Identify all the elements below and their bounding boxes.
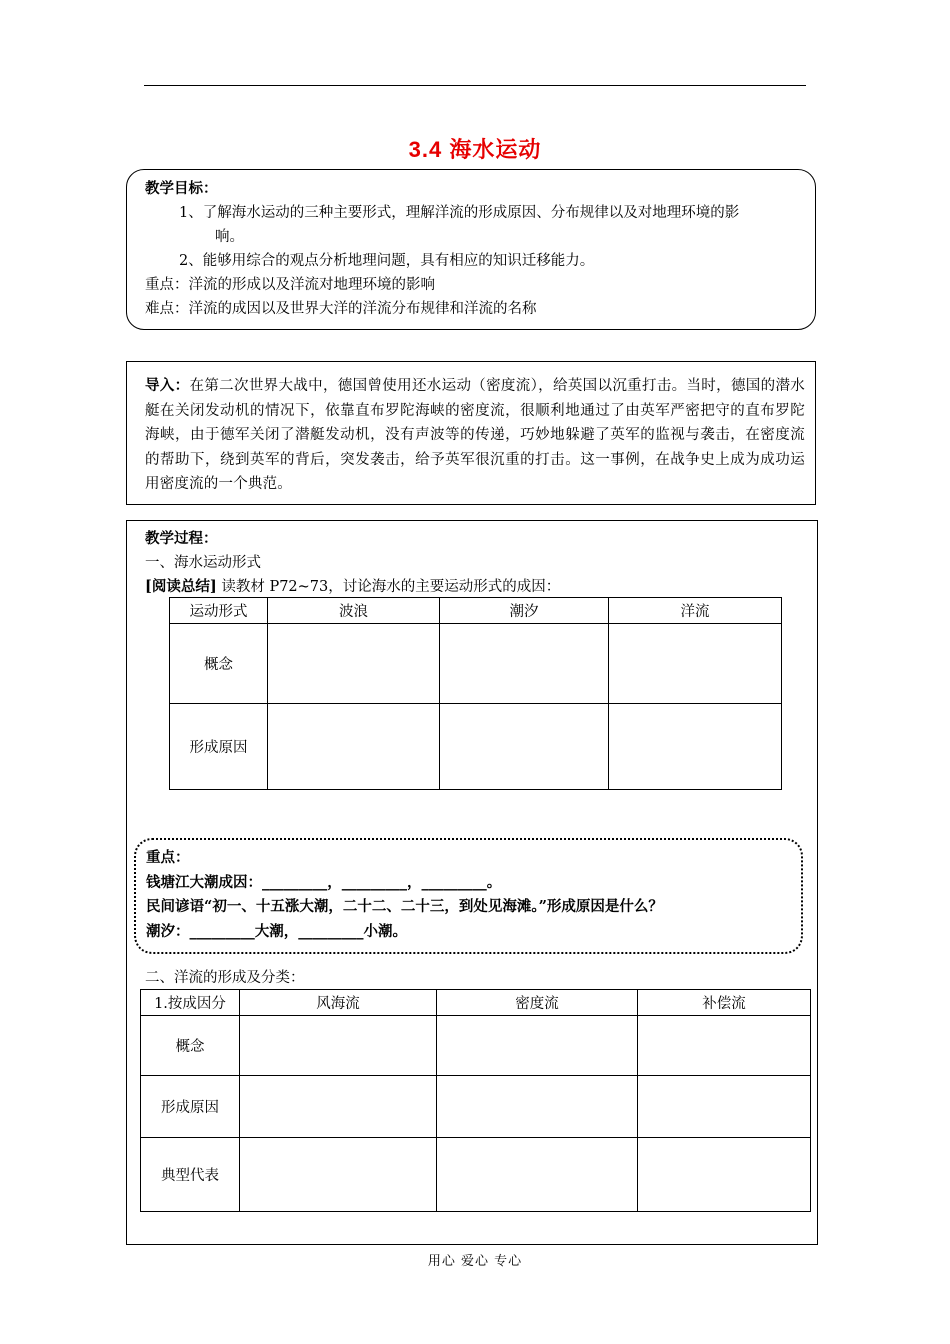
key-point: 重点：洋流的形成以及洋流对地理环境的影响 <box>145 277 435 293</box>
table1-header: 潮汐 <box>440 598 609 624</box>
table2-header: 风海流 <box>240 990 437 1016</box>
keybox-line-3: 潮汐：_________大潮，_________小潮。 <box>146 922 407 940</box>
table1-cell[interactable] <box>268 624 440 704</box>
table1-cell[interactable] <box>440 624 609 704</box>
table2-cell[interactable] <box>437 1076 638 1138</box>
objective-1-cont: 响。 <box>215 229 244 245</box>
intro-box <box>126 361 816 505</box>
keybox-line-1: 钱塘江大潮成因：_________，_________，_________。 <box>146 873 502 891</box>
table1-header: 洋流 <box>609 598 782 624</box>
section-1-title: 一、海水运动形式 <box>145 555 261 571</box>
table2-row-label: 形成原因 <box>141 1076 240 1138</box>
table2-cell[interactable] <box>638 1138 811 1212</box>
reading-label: [阅读总结] <box>145 578 217 595</box>
intro-label: 导入： <box>145 377 190 394</box>
objective-2: 2、能够用综合的观点分析地理问题，具有相应的知识迁移能力。 <box>179 253 595 269</box>
intro-paragraph <box>145 374 805 497</box>
table-sea-motion <box>169 597 782 790</box>
section-2-title: 二、洋流的形成及分类： <box>145 970 305 986</box>
table1-header: 波浪 <box>268 598 440 624</box>
objective-1: 1、了解海水运动的三种主要形式，理解洋流的形成原因、分布规律以及对地理环境的影 <box>179 205 740 221</box>
table2-cell[interactable] <box>240 1138 437 1212</box>
table2-cell[interactable] <box>240 1016 437 1076</box>
table2-cell[interactable] <box>240 1076 437 1138</box>
table2-cell[interactable] <box>437 1016 638 1076</box>
objectives-box <box>126 169 816 330</box>
table2-header: 1.按成因分 <box>141 990 240 1016</box>
table2-header: 补偿流 <box>638 990 811 1016</box>
intro-text: 在第二次世界大战中，德国曾使用还水运动（密度流），给英国以沉重打击。当时，德国的潜水艇在关闭发动机的情况下，依靠直布罗陀海峡的密度流，很顺利地通过了由英军严密把守的直布罗陀海峡，由于德军关闭了潜艇发动机，没有声波等的传递，巧妙地躲避了英军的监视与袭击，在密度流的帮助下，绕到英军的背后，突发袭击，给予英军很沉重的打击。这一事例，在战争史上成为成功运用密度流的一个典范。 <box>145 378 805 492</box>
table1-cell[interactable] <box>440 704 609 790</box>
table2-cell[interactable] <box>437 1138 638 1212</box>
page-footer: 用心 爱心 专心 <box>427 1254 523 1269</box>
process-heading: 教学过程： <box>145 530 218 547</box>
table1-cell[interactable] <box>268 704 440 790</box>
table1-cell[interactable] <box>609 704 782 790</box>
table1-header: 运动形式 <box>170 598 268 624</box>
reading-instruction <box>145 575 560 596</box>
objectives-heading: 教学目标： <box>145 180 218 197</box>
table-ocean-currents <box>140 989 811 1212</box>
table1-row-label: 形成原因 <box>170 704 268 790</box>
key-points-box <box>134 838 803 954</box>
table1-row-label: 概念 <box>170 624 268 704</box>
table2-row-label: 概念 <box>141 1016 240 1076</box>
table2-cell[interactable] <box>638 1016 811 1076</box>
keybox-heading: 重点： <box>146 849 190 866</box>
reading-text: 读教材 P72~73，讨论海水的主要运动形式的成因： <box>216 579 561 595</box>
table2-row-label: 典型代表 <box>141 1138 240 1212</box>
table1-cell[interactable] <box>609 624 782 704</box>
table2-cell[interactable] <box>638 1076 811 1138</box>
page-title: 3.4 海水运动 <box>408 137 542 162</box>
table2-header: 密度流 <box>437 990 638 1016</box>
header-rule <box>144 85 806 86</box>
keybox-line-2: 民间谚语“初一、十五涨大潮，二十二、二十三，到处见海滩。”形成原因是什么？ <box>146 898 663 915</box>
difficulty: 难点：洋流的成因以及世界大洋的洋流分布规律和洋流的名称 <box>145 301 537 317</box>
